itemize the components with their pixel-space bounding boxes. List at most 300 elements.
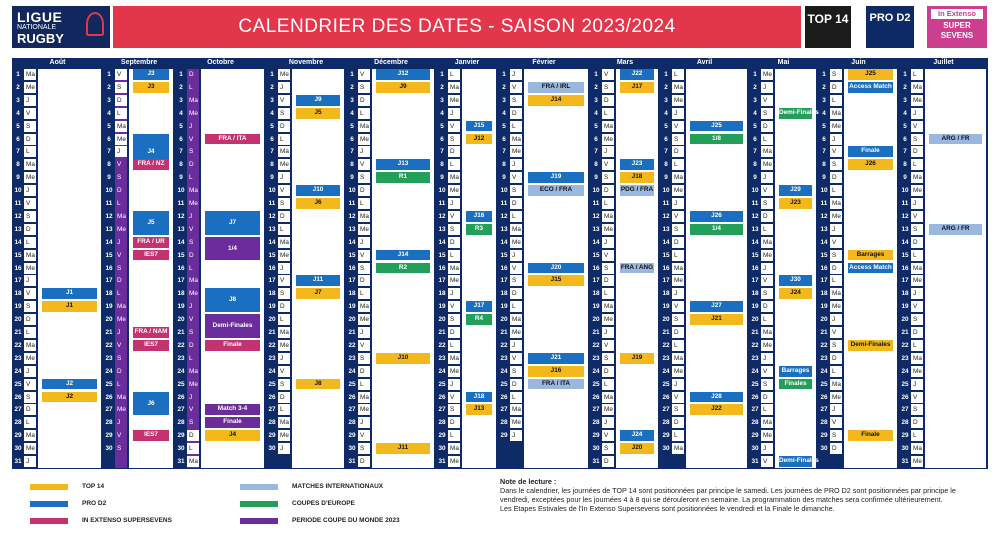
- event-prod2: J7: [205, 211, 260, 235]
- day-number: 25: [901, 380, 909, 388]
- weekday: Ma: [512, 406, 521, 414]
- weekday: L: [278, 134, 290, 145]
- legend-item: [240, 500, 355, 507]
- weekday: J: [761, 82, 773, 93]
- weekday: L: [602, 108, 614, 119]
- weekday: J: [911, 379, 923, 390]
- day-number: 27: [500, 406, 508, 414]
- event-top14: J6: [296, 198, 340, 209]
- day-number: 23: [751, 354, 759, 362]
- day-number: 1: [270, 71, 274, 78]
- weekday: J: [24, 185, 36, 196]
- weekday: S: [761, 379, 773, 390]
- day-number: 9: [664, 174, 668, 182]
- weekday: L: [189, 83, 193, 91]
- day-number: 17: [500, 277, 508, 285]
- weekday: S: [510, 95, 522, 106]
- event-prod2: J11: [296, 275, 340, 286]
- day-number: 30: [438, 445, 446, 453]
- weekday: Ma: [360, 122, 369, 130]
- weekday: Me: [832, 303, 841, 311]
- weekday: V: [830, 417, 842, 428]
- weekday: D: [448, 327, 460, 338]
- logo-line-1: LIGUE: [17, 9, 63, 25]
- day-number: 29: [901, 432, 909, 440]
- day-number: 17: [348, 277, 356, 285]
- event-prod2: J21: [528, 353, 584, 364]
- day-number: 15: [268, 251, 276, 259]
- day-number: 6: [179, 135, 183, 143]
- day-number: 10: [901, 187, 909, 195]
- weekday: S: [761, 108, 773, 119]
- weekday: Ma: [189, 367, 198, 375]
- weekday: J: [278, 172, 290, 183]
- day-number: 18: [751, 290, 759, 298]
- event-prod2: J9: [296, 95, 340, 106]
- weekday: J: [278, 263, 290, 274]
- day-number: 15: [348, 251, 356, 259]
- reading-note: [500, 477, 980, 513]
- event-ss: IES7: [133, 340, 169, 351]
- weekday: S: [278, 288, 290, 299]
- weekday: D: [672, 327, 684, 338]
- weekday: V: [278, 366, 290, 377]
- day-number: 11: [751, 200, 759, 207]
- day-number: 20: [177, 316, 185, 324]
- day-number: 22: [14, 341, 22, 349]
- day-number: 23: [500, 354, 508, 362]
- day-number: 25: [348, 380, 356, 388]
- weekday: J: [761, 353, 773, 364]
- day-number: 3: [903, 96, 907, 104]
- legend-item: [30, 500, 106, 507]
- day-number: 20: [751, 316, 759, 324]
- day-number: 12: [438, 212, 446, 220]
- weekday: S: [830, 159, 842, 170]
- event-prod2: Access Match: [848, 82, 893, 93]
- month-header: Mai: [777, 59, 790, 66]
- weekday: V: [358, 340, 370, 351]
- day-number: 15: [438, 251, 446, 259]
- day-number: 21: [500, 329, 508, 336]
- day-number: 16: [438, 264, 446, 272]
- day-number: 22: [177, 341, 185, 349]
- weekday: Me: [117, 225, 126, 233]
- day-number: 15: [177, 251, 185, 259]
- month-header: Janvier: [454, 59, 480, 66]
- day-number: 1: [440, 71, 444, 78]
- day-number: 24: [14, 367, 22, 375]
- weekday: S: [278, 379, 290, 390]
- month-header: Octobre: [207, 59, 234, 66]
- event-top14: J14: [528, 95, 584, 106]
- day-number: 10: [820, 187, 828, 195]
- day-number: 12: [348, 212, 356, 220]
- day-number: 10: [662, 187, 670, 195]
- weekday: V: [358, 430, 370, 441]
- weekday: Me: [512, 419, 521, 427]
- event-top14: J10: [376, 353, 430, 364]
- day-number: 24: [751, 367, 759, 375]
- weekday: L: [510, 211, 522, 222]
- event-prod2: J30: [779, 275, 812, 286]
- month-header: Décembre: [374, 59, 408, 66]
- day-number: 18: [820, 290, 828, 298]
- event-prod2: J8: [205, 288, 260, 312]
- event-top14: J12: [466, 134, 492, 145]
- day-number: 23: [348, 354, 356, 362]
- day-number: 21: [268, 329, 276, 336]
- day-number: 11: [177, 200, 185, 207]
- month-column: [775, 69, 816, 468]
- day-number: 31: [177, 458, 185, 465]
- day-number: 24: [105, 367, 113, 375]
- day-number: 21: [105, 329, 113, 336]
- day-number: 7: [903, 148, 907, 156]
- weekday: S: [117, 174, 122, 182]
- day-number: 4: [440, 109, 444, 117]
- day-number: 14: [348, 238, 356, 246]
- weekday: Me: [189, 290, 198, 298]
- day-number: 11: [592, 200, 600, 207]
- day-number: 17: [820, 277, 828, 285]
- weekday: S: [358, 443, 370, 454]
- day-number: 25: [820, 380, 828, 388]
- weekday: Me: [450, 367, 459, 375]
- day-number: 4: [16, 109, 20, 117]
- weekday: D: [448, 146, 460, 157]
- weekday: J: [911, 108, 923, 119]
- day-number: 29: [14, 432, 22, 440]
- day-number: 6: [664, 135, 668, 143]
- day-number: 24: [662, 367, 670, 375]
- day-number: 31: [438, 458, 446, 465]
- weekday: D: [358, 366, 370, 377]
- event-prod2: J5: [133, 211, 169, 235]
- month-column: [38, 69, 101, 468]
- day-number: 11: [268, 200, 276, 207]
- day-number: 8: [270, 161, 274, 169]
- event-prod2: J6: [133, 392, 169, 416]
- day-number: 21: [438, 329, 446, 336]
- month-header: Novembre: [288, 59, 324, 66]
- day-number: 21: [820, 329, 828, 336]
- day-number: 13: [820, 225, 828, 233]
- day-number: 9: [594, 174, 598, 182]
- day-number: 4: [350, 109, 354, 117]
- weekday: J: [761, 263, 773, 274]
- day-number: 12: [268, 212, 276, 220]
- day-number: 10: [592, 187, 600, 195]
- weekday: Ma: [450, 83, 459, 91]
- day-number: 19: [14, 303, 22, 311]
- day-number: 7: [753, 148, 757, 156]
- top14-logo: TOP 14: [805, 6, 851, 48]
- weekday: D: [115, 95, 127, 106]
- weekday: L: [761, 224, 773, 235]
- weekday: V: [761, 366, 773, 377]
- day-number: 1: [107, 71, 111, 78]
- day-number: 12: [105, 212, 113, 220]
- weekday: V: [448, 121, 460, 132]
- weekday: D: [761, 301, 773, 312]
- weekday: J: [510, 340, 522, 351]
- day-number: 4: [502, 109, 506, 117]
- weekday: V: [448, 392, 460, 403]
- day-number: 17: [268, 277, 276, 285]
- day-number: 13: [14, 225, 22, 233]
- day-number: 3: [107, 96, 111, 104]
- event-prod2: J16: [466, 211, 492, 222]
- day-number: 13: [592, 225, 600, 233]
- weekday: J: [448, 379, 460, 390]
- day-number: 2: [179, 83, 183, 91]
- weekday: L: [761, 404, 773, 415]
- event-ss: Finale: [205, 340, 260, 351]
- event-prod2: Demi-Finales: [779, 456, 812, 467]
- day-number: 30: [177, 445, 185, 453]
- weekday: D: [117, 367, 122, 375]
- day-number: 16: [105, 264, 113, 272]
- weekday: V: [672, 211, 684, 222]
- weekday: V: [358, 250, 370, 261]
- day-number: 9: [753, 174, 757, 182]
- weekday: L: [448, 340, 460, 351]
- weekday: D: [830, 353, 842, 364]
- weekday: J: [117, 419, 121, 427]
- event-cdm: Match 3-4: [205, 404, 260, 415]
- day-number: 16: [751, 264, 759, 272]
- event-intl: FRA / ANG: [620, 263, 654, 274]
- weekday: Ma: [26, 161, 35, 169]
- day-number: 14: [592, 238, 600, 246]
- day-number: 3: [822, 96, 826, 104]
- day-number: 18: [177, 290, 185, 298]
- weekday: S: [448, 404, 460, 415]
- event-prod2: J25: [690, 121, 743, 132]
- day-number: 18: [901, 290, 909, 298]
- day-number: 6: [903, 135, 907, 143]
- weekday: L: [448, 430, 460, 441]
- day-number: 19: [592, 303, 600, 311]
- weekday: V: [672, 392, 684, 403]
- weekday: Ma: [674, 354, 683, 362]
- day-number: 25: [438, 380, 446, 388]
- day-number: 13: [751, 225, 759, 233]
- day-number: 30: [14, 445, 22, 453]
- day-number: 1: [350, 71, 354, 78]
- weekday: V: [830, 237, 842, 248]
- weekday: D: [830, 82, 842, 93]
- weekday: D: [358, 95, 370, 106]
- month-header: Avril: [696, 59, 713, 66]
- weekday: Me: [280, 432, 289, 440]
- day-number: 29: [500, 432, 508, 440]
- weekday: S: [761, 198, 773, 209]
- day-number: 28: [438, 419, 446, 427]
- weekday: L: [117, 290, 121, 298]
- day-number: 7: [594, 148, 598, 156]
- day-number: 10: [177, 187, 185, 195]
- weekday: J: [830, 404, 842, 415]
- weekday: Ma: [763, 329, 772, 336]
- day-number: 10: [14, 187, 22, 195]
- weekday: Me: [26, 264, 35, 272]
- day-number: 19: [820, 303, 828, 311]
- day-number: 14: [820, 238, 828, 246]
- day-number: 24: [177, 367, 185, 375]
- day-number: 26: [820, 393, 828, 401]
- weekday: V: [24, 198, 36, 209]
- day-number: 8: [350, 161, 354, 169]
- weekday: D: [602, 456, 614, 467]
- legend-swatch: [30, 501, 68, 507]
- day-number: 22: [348, 341, 356, 349]
- event-top14: J11: [376, 443, 430, 454]
- weekday: Me: [450, 458, 459, 465]
- day-number: 16: [348, 264, 356, 272]
- weekday: Ma: [450, 354, 459, 362]
- weekday: L: [510, 301, 522, 312]
- day-number: 22: [901, 341, 909, 349]
- day-number: 23: [14, 354, 22, 362]
- weekday: V: [830, 327, 842, 338]
- weekday: J: [510, 69, 522, 80]
- weekday: D: [672, 417, 684, 428]
- weekday: S: [911, 224, 923, 235]
- legend-swatch: [30, 484, 68, 490]
- event-ce: R3: [466, 224, 492, 235]
- day-number: 28: [751, 419, 759, 427]
- weekday: Ma: [280, 148, 289, 156]
- day-number: 24: [820, 367, 828, 375]
- day-number: 18: [268, 290, 276, 298]
- day-number: 4: [664, 109, 668, 117]
- weekday: D: [602, 185, 614, 196]
- weekday: J: [189, 212, 193, 220]
- weekday: D: [761, 121, 773, 132]
- event-top14: Demi-Finales: [848, 340, 893, 351]
- day-number: 16: [901, 264, 909, 272]
- weekday: J: [510, 430, 522, 441]
- weekday: D: [830, 443, 842, 454]
- weekday: S: [448, 134, 460, 145]
- weekday: Ma: [763, 238, 772, 246]
- event-top14: J17: [620, 82, 654, 93]
- day-number: 7: [179, 148, 183, 156]
- weekday: S: [672, 314, 684, 325]
- weekday: Me: [763, 161, 772, 169]
- day-number: 12: [820, 212, 828, 220]
- weekday: Me: [674, 96, 683, 104]
- day-number: 13: [901, 225, 909, 233]
- weekday: V: [510, 82, 522, 93]
- day-number: 3: [179, 96, 183, 104]
- weekday: L: [911, 159, 923, 170]
- weekday: L: [278, 404, 290, 415]
- weekday: Ma: [117, 303, 126, 311]
- day-number: 31: [751, 458, 759, 465]
- weekday: Ma: [604, 122, 613, 130]
- day-number: 24: [438, 367, 446, 375]
- day-number: 11: [348, 200, 356, 207]
- day-number: 8: [753, 161, 757, 169]
- weekday: L: [510, 392, 522, 403]
- day-number: 8: [179, 161, 183, 169]
- event-intl: FRA / ITA: [528, 379, 584, 390]
- event-ss: FRA / UR: [133, 237, 169, 248]
- day-number: 11: [662, 200, 670, 207]
- day-number: 12: [901, 212, 909, 220]
- weekday: Me: [512, 148, 521, 156]
- day-number: 23: [438, 354, 446, 362]
- day-number: 13: [438, 225, 446, 233]
- weekday: S: [602, 443, 614, 454]
- day-number: 6: [753, 135, 757, 143]
- day-number: 8: [107, 161, 111, 169]
- event-ce: Demi-Finales: [779, 108, 812, 119]
- weekday: Ma: [913, 264, 922, 272]
- event-ce: R4: [466, 314, 492, 325]
- weekday: V: [278, 95, 290, 106]
- day-number: 29: [268, 432, 276, 440]
- weekday: L: [602, 198, 614, 209]
- weekday: S: [672, 224, 684, 235]
- weekday: Me: [913, 187, 922, 195]
- weekday: V: [358, 159, 370, 170]
- day-number: 10: [751, 187, 759, 195]
- day-number: 8: [822, 161, 826, 169]
- weekday: Ma: [832, 290, 841, 298]
- day-number: 9: [179, 174, 183, 182]
- month-column: [292, 69, 344, 468]
- day-number: 22: [662, 341, 670, 349]
- weekday: V: [24, 379, 36, 390]
- weekday: D: [510, 288, 522, 299]
- weekday: L: [761, 134, 773, 145]
- weekday: Ma: [189, 277, 198, 285]
- weekday: Ma: [280, 419, 289, 427]
- weekday: S: [761, 288, 773, 299]
- day-number: 16: [662, 264, 670, 272]
- event-ss: FRA / NZ: [133, 159, 169, 170]
- month-header: Mars: [616, 59, 634, 66]
- weekday: Me: [832, 212, 841, 220]
- day-number: 18: [105, 290, 113, 298]
- day-number: 15: [500, 251, 508, 259]
- day-number: 25: [500, 380, 508, 388]
- weekday: Ma: [280, 329, 289, 336]
- day-number: 27: [820, 406, 828, 414]
- weekday: S: [189, 419, 194, 427]
- weekday: V: [830, 146, 842, 157]
- day-number: 26: [348, 393, 356, 401]
- event-prod2: J24: [620, 430, 654, 441]
- weekday: L: [24, 327, 36, 338]
- weekday: L: [830, 185, 842, 196]
- day-number: 30: [901, 445, 909, 453]
- day-number: 30: [348, 445, 356, 453]
- day-number: 4: [753, 109, 757, 117]
- day-number: 27: [348, 406, 356, 414]
- weekday: D: [358, 456, 370, 467]
- weekday: L: [830, 366, 842, 377]
- weekday: S: [358, 172, 370, 183]
- event-ss: FRA / NAM: [133, 327, 169, 338]
- weekday: D: [830, 172, 842, 183]
- day-number: 5: [107, 122, 111, 130]
- weekday: V: [602, 69, 614, 80]
